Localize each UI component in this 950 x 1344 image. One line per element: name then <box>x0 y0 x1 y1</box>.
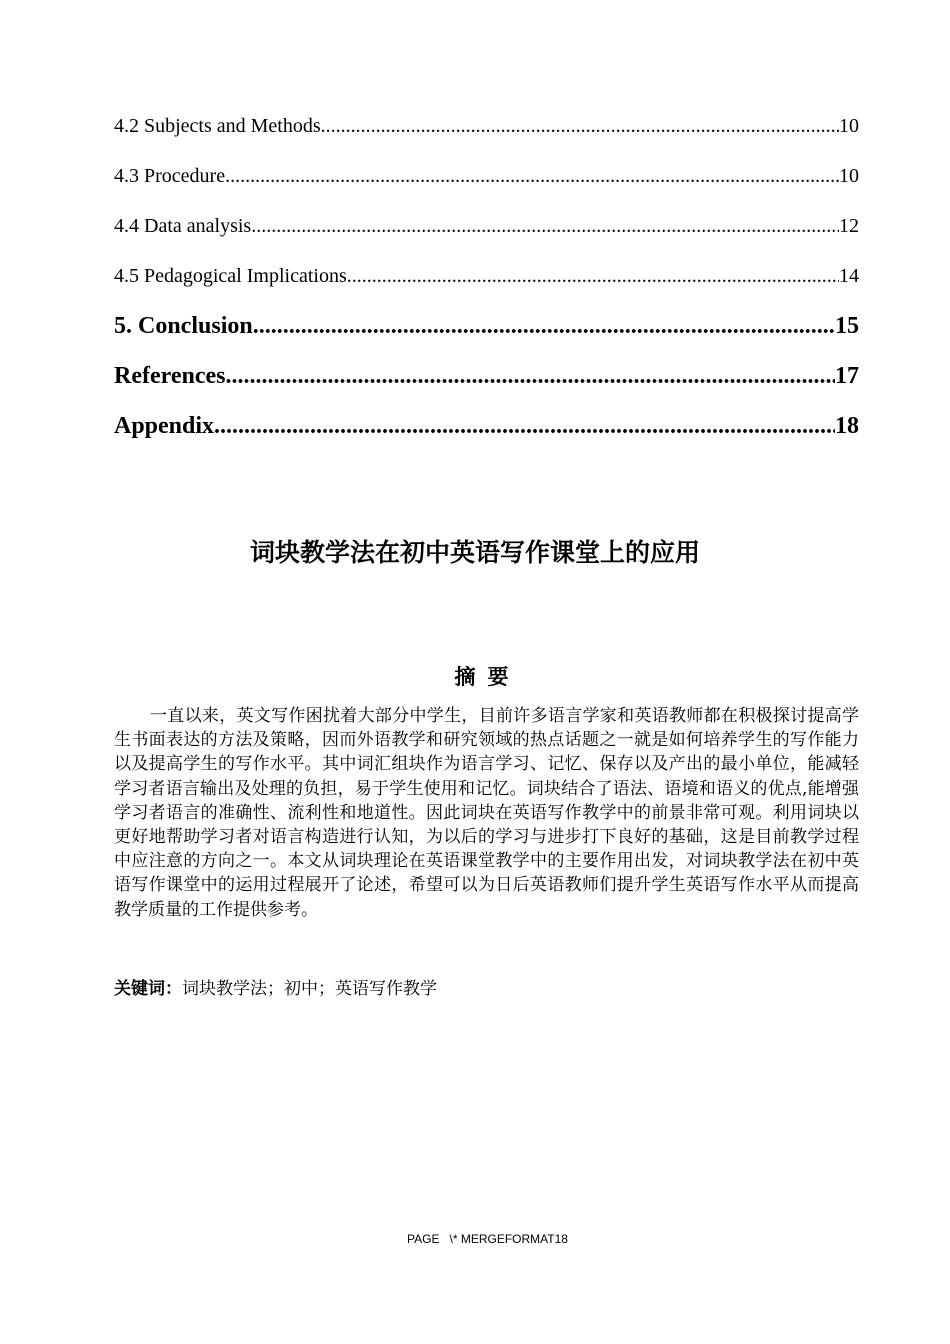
abstract-heading: 摘要 <box>454 665 521 689</box>
table-of-contents <box>114 112 859 462</box>
toc-leader-dots <box>214 412 835 440</box>
toc-leader-dots <box>253 312 835 340</box>
page-footer: PAGE \* MERGEFORMAT18 <box>407 1232 568 1246</box>
toc-entry-conclusion[interactable] <box>114 312 859 362</box>
toc-entry-title: 4.5 Pedagogical Implications <box>114 265 347 287</box>
toc-entry-references[interactable] <box>114 362 859 412</box>
toc-leader-dots <box>226 362 836 390</box>
toc-leader-dots <box>321 112 839 140</box>
toc-entry-appendix[interactable] <box>114 412 859 462</box>
keywords-text: 词块教学法；初中；英语写作教学 <box>182 979 437 999</box>
toc-entry-page: 10 <box>839 115 859 137</box>
keywords-line <box>114 977 859 1001</box>
keywords-label: 关键词： <box>114 979 182 999</box>
toc-entry-page: 17 <box>835 363 859 389</box>
toc-entry-title: 4.3 Procedure <box>114 165 226 187</box>
toc-entry-title: 5. Conclusion <box>114 313 253 339</box>
toc-entry-page: 14 <box>839 265 859 287</box>
toc-leader-dots <box>251 212 839 240</box>
toc-entry-title: Appendix <box>114 413 215 439</box>
toc-entry-4-4[interactable] <box>114 212 859 262</box>
toc-entry-4-2[interactable] <box>114 112 859 162</box>
toc-entry-page: 18 <box>835 413 859 439</box>
chinese-title: 词块教学法在初中英语写作课堂上的应用 <box>249 538 700 567</box>
toc-entry-4-5[interactable] <box>114 262 859 312</box>
toc-entry-4-3[interactable] <box>114 162 859 212</box>
toc-entry-page: 10 <box>839 165 859 187</box>
toc-entry-page: 15 <box>835 313 859 339</box>
toc-entry-title: References <box>114 363 226 389</box>
abstract-body: 一直以来，英文写作困扰着大部分中学生，目前许多语言学家和英语教师都在积极探讨提高学生书面表达的方法及策略，因而外语教学和研究领域的热点话题之一就是如何培养学生的写作能力以及提高学生的写作水平。其中词汇组块作为语言学习、记忆、保存以及产出的最小单位，能减轻学习者语言输出及处理的负担，易于学生使用和记忆。词块结合了语法、语境和语义的优点,能增强学习者语言的准确性、流利性和地道性。因此词块在英语写作教学中的前景非常可观。利用词块以更好地帮助学习者对语言构造进行认知，为以后的学习与进步打下良好的基础，这是目前教学过程中应注意的方向之一。本文从词块理论在英语课堂教学中的主要作用出发，对词块教学法在初中英语写作课堂中的运用过程展开了论述，希望可以为日后英语教师们提升学生英语写作水平从而提高教学质量的工作提供参考。 <box>114 706 859 920</box>
toc-leader-dots <box>347 262 839 290</box>
toc-entry-page: 12 <box>839 215 859 237</box>
toc-entry-title: 4.2 Subjects and Methods <box>114 115 321 137</box>
toc-entry-title: 4.4 Data analysis <box>114 215 252 237</box>
toc-leader-dots <box>225 162 839 190</box>
